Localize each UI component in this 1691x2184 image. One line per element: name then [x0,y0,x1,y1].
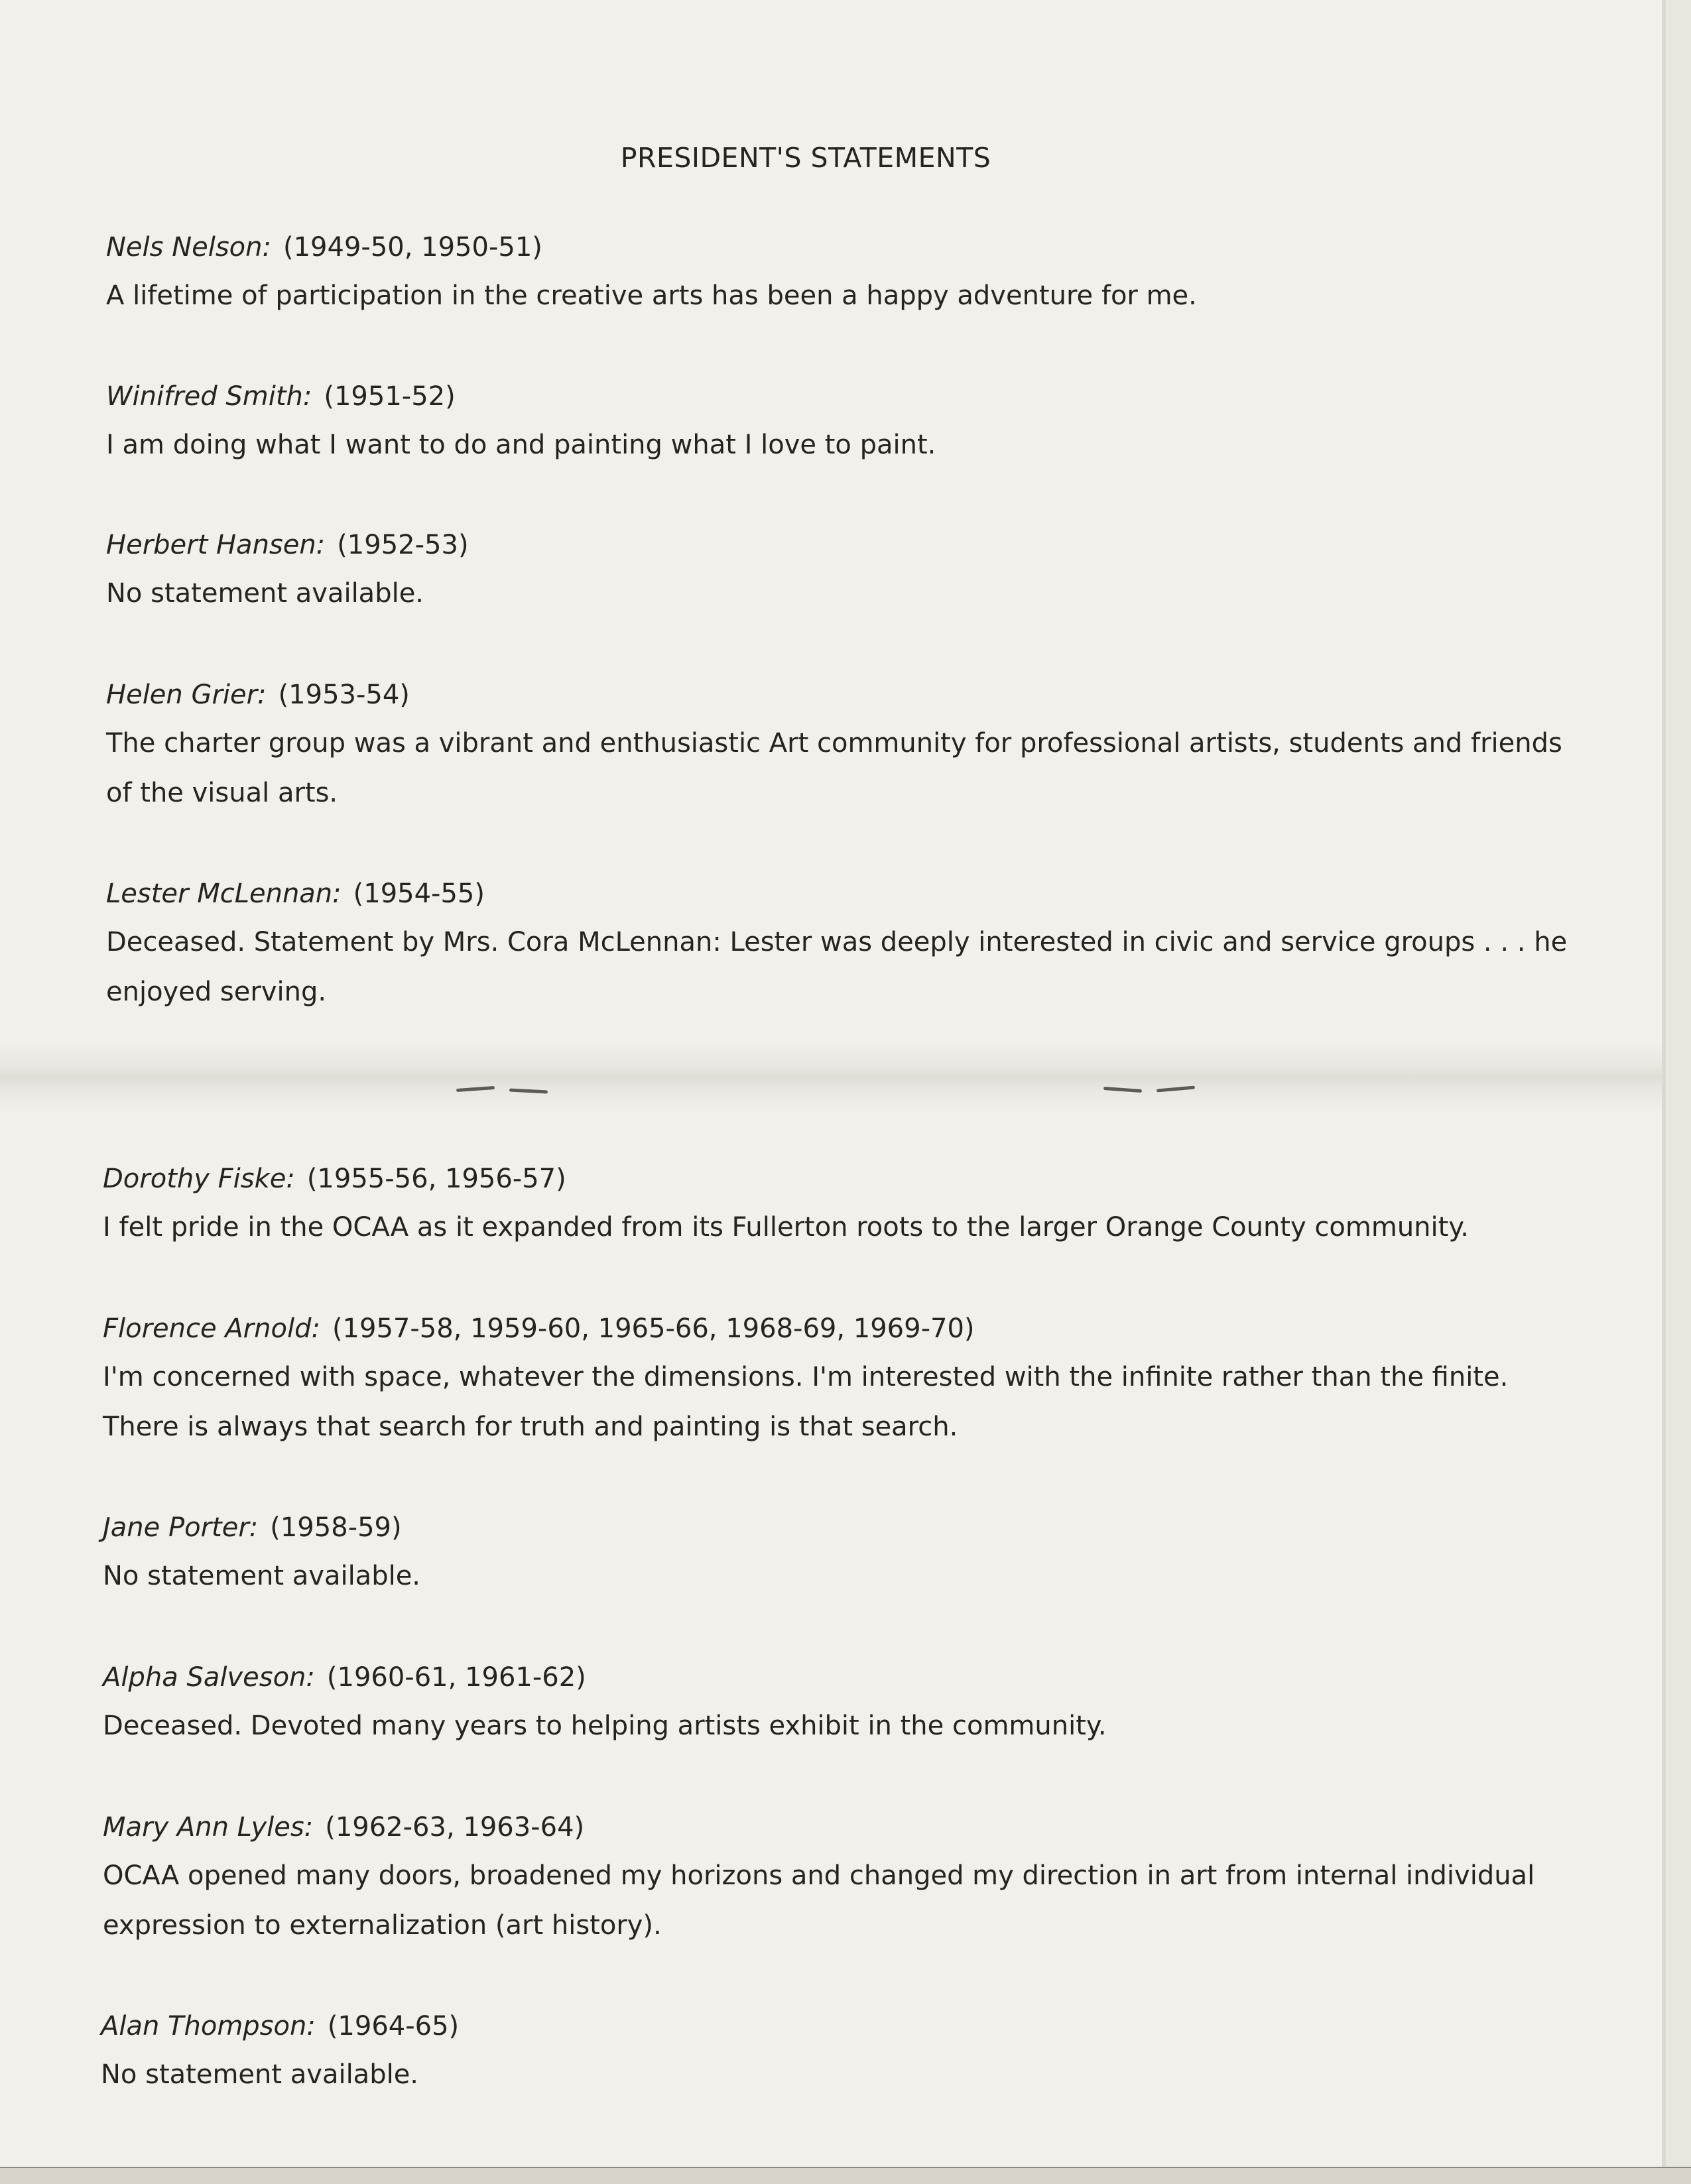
president-name: Mary Ann Lyles: [103,1812,314,1843]
entry-header [106,874,1592,914]
statement-entry [101,2006,1586,2100]
president-name: Jane Porter: [103,1512,259,1543]
entry-header [101,2006,1586,2046]
term-years: (1964-65) [327,2011,460,2041]
entry-header [103,1658,1588,1697]
president-name: Helen Grier: [106,680,267,710]
term-years: (1949-50, 1950-51) [282,232,542,263]
entry-header [106,227,1592,267]
entry-header [103,1508,1588,1547]
president-name: Nels Nelson: [106,232,271,263]
statement-text: No statement available. [106,578,424,609]
statement-text: A lifetime of participation in the creative arts has been a happy adventure for me. [106,280,1197,311]
term-years: (1958-59) [270,1512,402,1543]
entry-header [106,377,1592,416]
statement-text: The charter group was a vibrant and enthusiastic Art community for professional artists, students and friends of the visual arts. [106,728,1562,808]
president-name: Alan Thompson: [101,2011,316,2041]
entry-header [106,525,1592,565]
statement-text: I'm concerned with space, whatever the dimensions. I'm interested with the infinite rather than the finite. There is always that search for truth and painting is that search. [103,1362,1509,1442]
entry-header [103,1807,1588,1847]
statement-entry [106,874,1592,1017]
page-title: PRESIDENT'S STATEMENTS [620,142,991,174]
term-years: (1955-56, 1956-57) [306,1164,566,1194]
statement-entry [103,1658,1588,1751]
president-name: Winifred Smith: [106,381,312,412]
statement-text: No statement available. [103,1561,421,1591]
statement-entry [103,1309,1588,1452]
entry-header [103,1159,1588,1199]
term-years: (1952-53) [337,530,469,560]
term-years: (1957-58, 1959-60, 1965-66, 1968-69, 1969-70) [332,1313,975,1344]
statement-text: I am doing what I want to do and painting what I love to paint. [106,430,936,460]
president-name: Dorothy Fiske: [103,1164,295,1194]
term-years: (1962-63, 1963-64) [325,1812,585,1843]
page-bottom-edge [0,2167,1691,2184]
statement-entry [106,675,1592,818]
statement-text: I felt pride in the OCAA as it expanded from its Fullerton roots to the larger Orange County community. [103,1212,1469,1243]
president-name: Lester McLennan: [106,879,342,909]
term-years: (1953-54) [278,680,410,710]
entry-header [106,675,1592,715]
statement-text: No statement available. [101,2059,419,2090]
statement-entry [106,227,1592,321]
term-years: (1954-55) [353,879,485,909]
term-years: (1951-52) [324,381,456,412]
president-name: Florence Arnold: [103,1313,320,1344]
term-years: (1960-61, 1961-62) [326,1662,586,1693]
statement-text: OCAA opened many doors, broadened my horizons and changed my direction in art from internal individual expression to externalization (art history). [103,1860,1535,1941]
statement-entry [106,377,1592,470]
president-name: Alpha Salveson: [103,1662,315,1693]
statement-entry [103,1807,1588,1951]
page-fold [0,1041,1662,1114]
president-name: Herbert Hansen: [106,530,326,560]
statement-entry [106,525,1592,619]
statement-text: Deceased. Statement by Mrs. Cora McLennan: Lester was deeply interested in civic and service groups . . . he enjoyed serving. [106,927,1568,1007]
statement-text: Deceased. Devoted many years to helping artists exhibit in the community. [103,1711,1107,1741]
statement-entry [103,1508,1588,1601]
statement-entry [103,1159,1588,1252]
entry-header [103,1309,1588,1349]
